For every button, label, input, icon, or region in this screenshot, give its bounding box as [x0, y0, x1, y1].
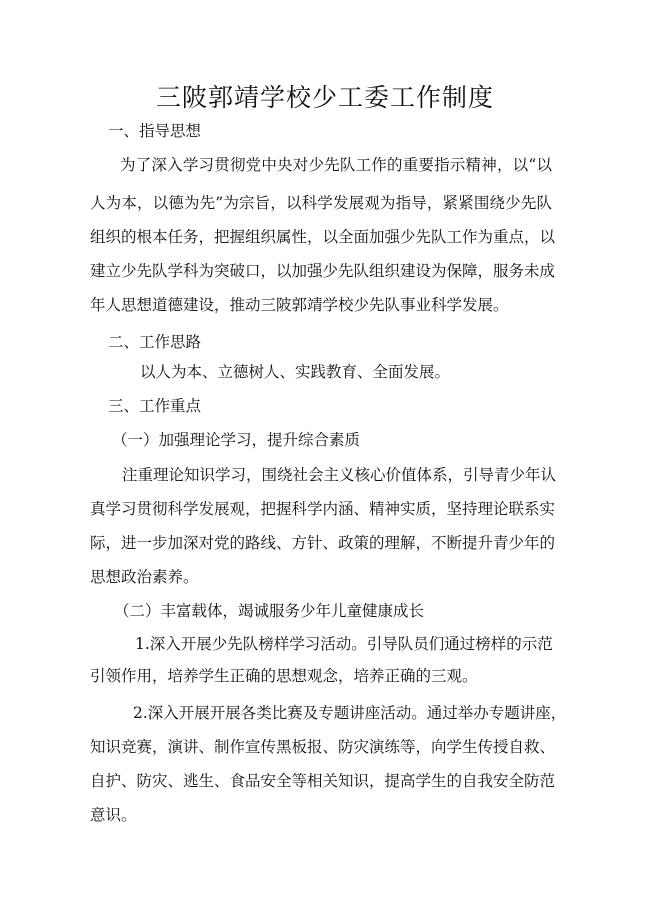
paragraph-line: 为了深入学习贯彻党中央对少先队工作的重要指示精神，以“以: [120, 156, 552, 174]
list-item-line: 2.深入开展开展各类比赛及专题讲座活动。通过举办专题讲座，: [133, 704, 567, 722]
paragraph-line: 年人思想道德建设，推动三陂郭靖学校少先队事业科学发展。: [90, 296, 509, 314]
section-heading-work-focus: 三、工作重点: [108, 397, 202, 415]
list-item-line: 知识竞赛，演讲、制作宣传黑板报、防灾演练等，向学生传授自救、: [90, 738, 556, 756]
paragraph-line: 建立少先队学科为突破口，以加强少先队组织建设为保障，服务未成: [90, 262, 556, 280]
paragraph-line: 组织的根本任务，把握组织属性，以全面加强少先队工作为重点，以: [90, 228, 556, 246]
subsection-heading-enrich-carriers: （二）丰富载体，竭诚服务少年儿童健康成长: [114, 602, 425, 620]
paragraph-line: 思想政治素养。: [90, 568, 199, 586]
list-item-line: 引领作用，培养学生正确的思想观念，培养正确的三观。: [90, 667, 478, 685]
section-heading-work-approach: 二、工作思路: [108, 333, 202, 351]
section-heading-guiding-ideology: 一、指导思想: [108, 122, 202, 140]
paragraph-line: 际，进一步加深对党的路线、方针、政策的理解，不断提升青少年的: [90, 534, 556, 552]
list-item-line: 自护、防灾、逃生、食品安全等相关知识，提高学生的自我安全防范: [90, 772, 556, 790]
paragraph-line: 人为本，以德为先”为宗旨，以科学发展观为指导，紧紧围绕少先队: [90, 194, 552, 212]
subsection-heading-theory-study: （一）加强理论学习，提升综合素质: [112, 431, 361, 449]
paragraph-line: 以人为本、立德树人、实践教育、全面发展。: [140, 363, 451, 381]
list-item-line: 1.深入开展少先队榜样学习活动。引导队员们通过榜样的示范: [135, 635, 553, 653]
list-item-line: 意识。: [90, 806, 137, 824]
paragraph-line: 真学习贯彻科学发展观，把握科学内涵、精神实质，坚持理论联系实: [90, 500, 556, 518]
document-title: 三陂郭靖学校少工委工作制度: [155, 83, 494, 112]
paragraph-line: 注重理论知识学习，围绕社会主义核心价值体系，引导青少年认: [122, 466, 557, 484]
